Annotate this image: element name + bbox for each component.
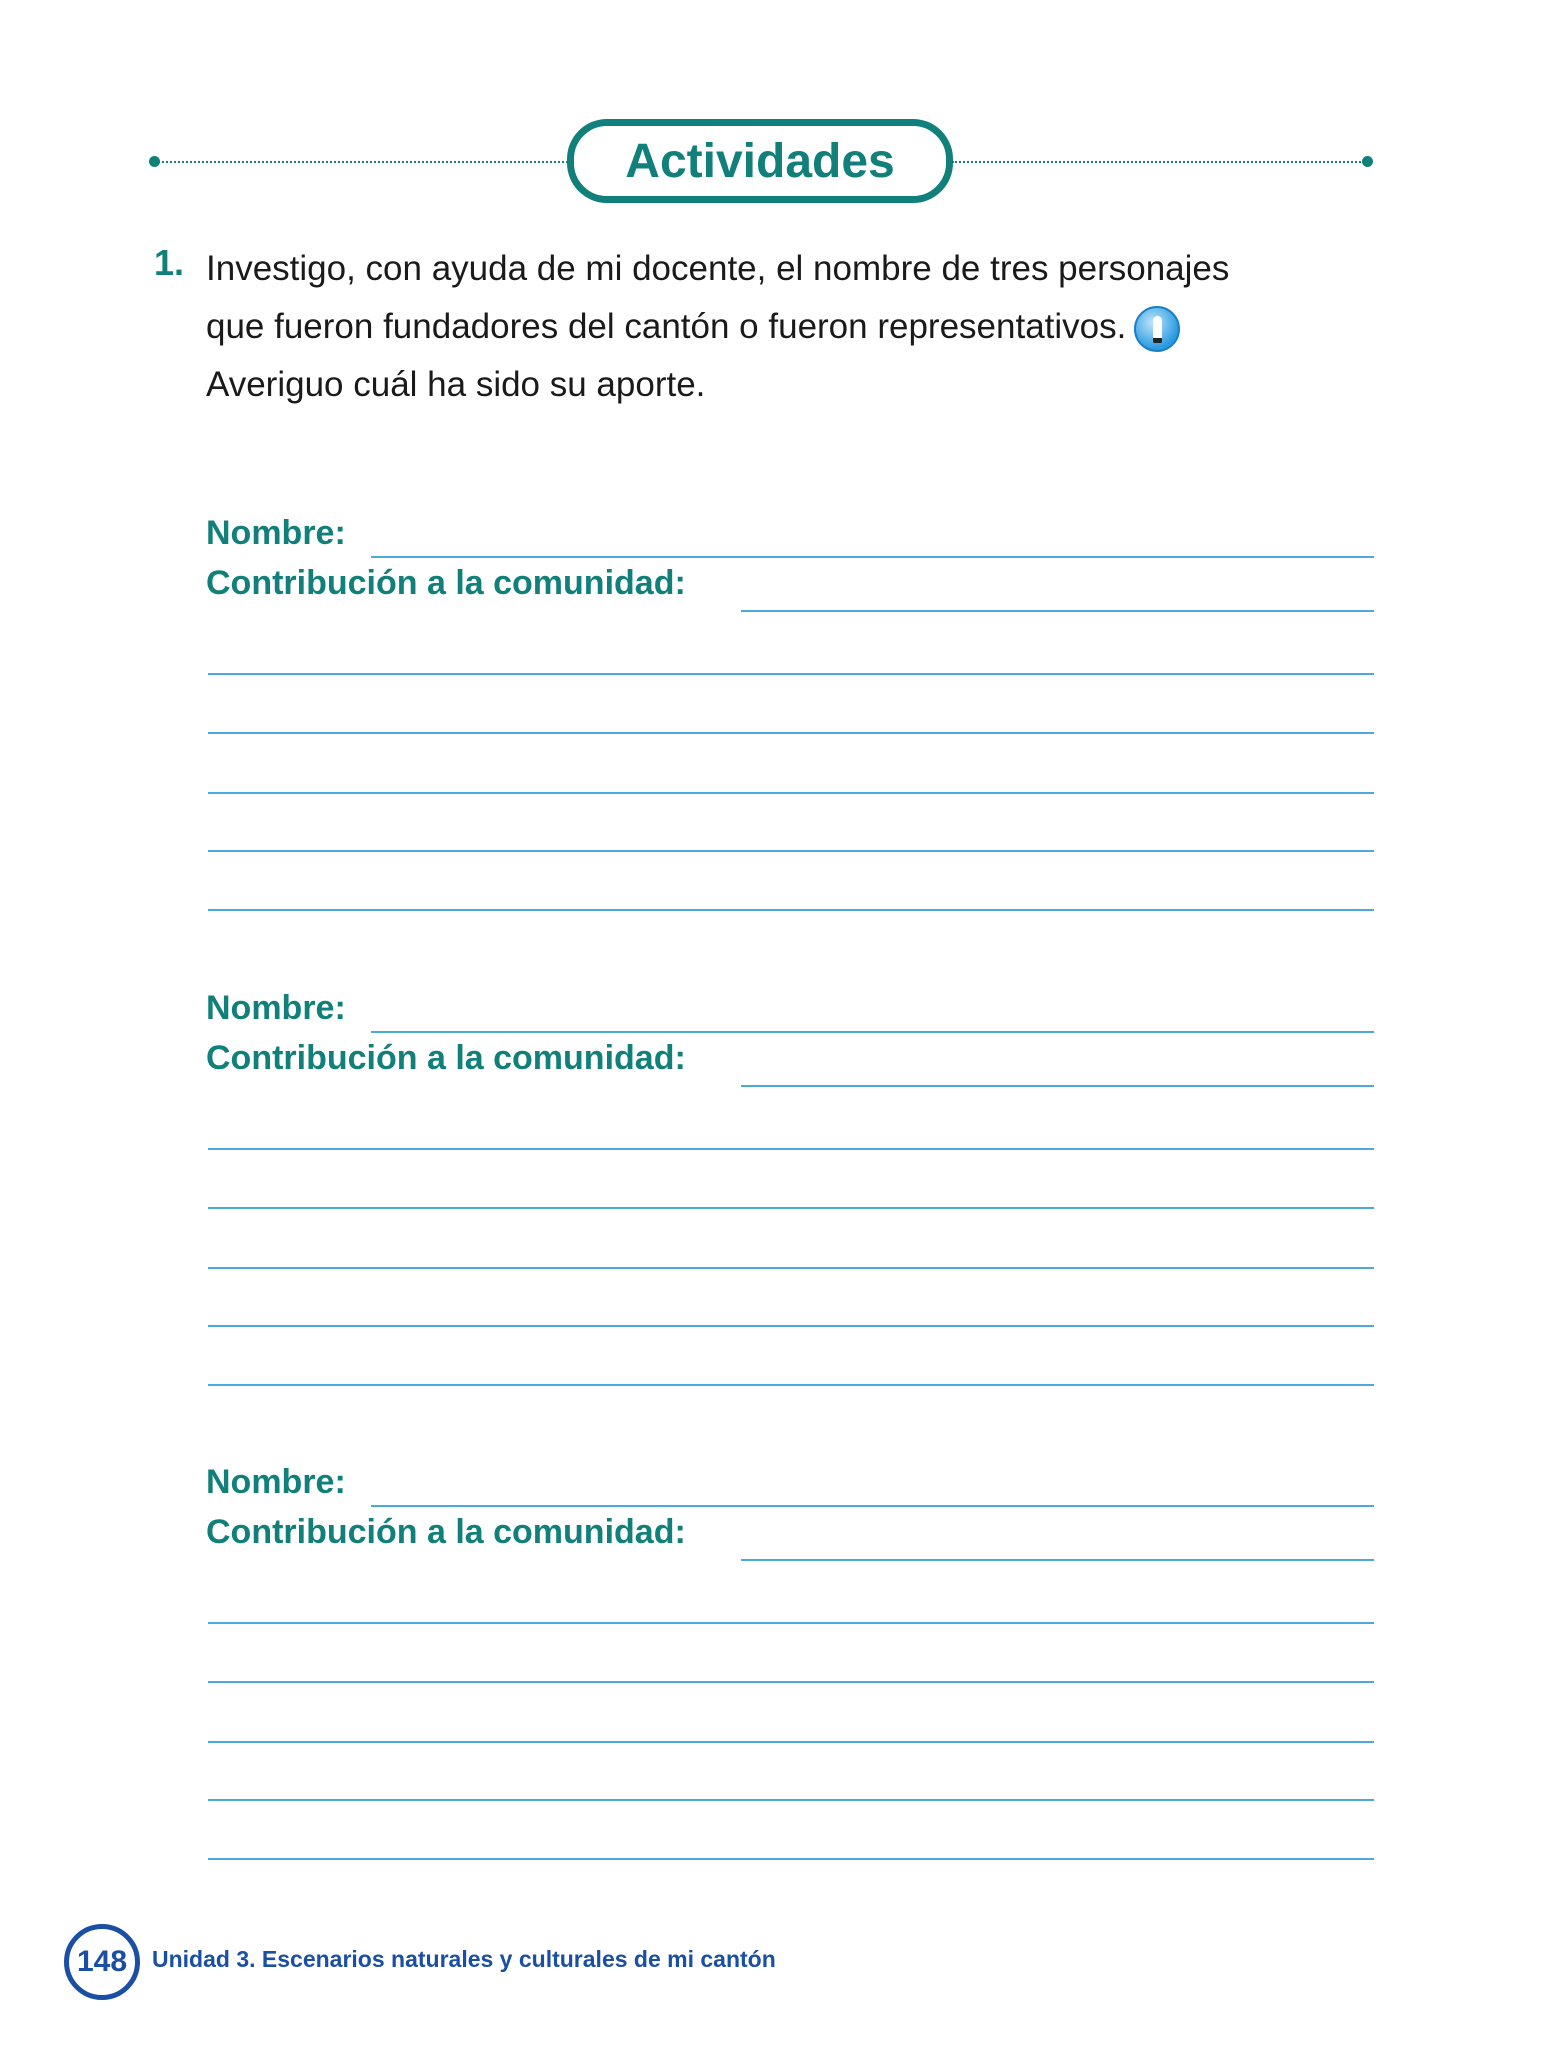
name-answer-line[interactable] bbox=[371, 556, 1374, 558]
name-label: Nombre: bbox=[206, 1463, 346, 1501]
writing-line[interactable] bbox=[208, 732, 1374, 734]
name-answer-line[interactable] bbox=[371, 1031, 1374, 1033]
writing-line[interactable] bbox=[208, 1799, 1374, 1801]
writing-line[interactable] bbox=[208, 909, 1374, 911]
question-line: Averiguo cuál ha sido su aporte. bbox=[206, 365, 706, 404]
unit-title: Unidad 3. Escenarios naturales y culturales de mi cantón bbox=[152, 1946, 776, 1972]
contribution-label: Contribución a la comunidad: bbox=[206, 1513, 686, 1551]
writing-line[interactable] bbox=[208, 1858, 1374, 1860]
contribution-label: Contribución a la comunidad: bbox=[206, 1039, 686, 1077]
question-line: que fueron fundadores del cantón o fueron representativos. bbox=[206, 307, 1127, 346]
question-line: Investigo, con ayuda de mi docente, el nombre de tres personajes bbox=[206, 249, 1230, 288]
person-entry bbox=[206, 514, 1374, 934]
dotted-divider-right bbox=[952, 161, 1364, 163]
contribution-label: Contribución a la comunidad: bbox=[206, 564, 686, 602]
writing-line[interactable] bbox=[208, 1384, 1374, 1386]
writing-line[interactable] bbox=[208, 1681, 1374, 1683]
page-number: 148 bbox=[76, 1945, 128, 1978]
name-answer-line[interactable] bbox=[371, 1505, 1374, 1507]
name-label: Nombre: bbox=[206, 989, 346, 1027]
section-title-pill bbox=[567, 119, 953, 203]
lightbulb-icon bbox=[1134, 306, 1180, 352]
page-number-badge bbox=[64, 1924, 140, 2000]
contribution-answer-line[interactable] bbox=[741, 1085, 1374, 1087]
dotted-divider-left bbox=[158, 161, 568, 163]
question-number: 1. bbox=[154, 242, 185, 283]
writing-line[interactable] bbox=[208, 1267, 1374, 1269]
writing-line[interactable] bbox=[208, 1207, 1374, 1209]
name-label: Nombre: bbox=[206, 514, 346, 552]
section-title: Actividades bbox=[625, 134, 895, 188]
writing-line[interactable] bbox=[208, 673, 1374, 675]
divider-dot-right bbox=[1362, 156, 1373, 167]
writing-line[interactable] bbox=[208, 1148, 1374, 1150]
question-text bbox=[206, 240, 1386, 414]
writing-line[interactable] bbox=[208, 850, 1374, 852]
writing-line[interactable] bbox=[208, 1741, 1374, 1743]
person-entry bbox=[206, 1463, 1374, 1883]
writing-line[interactable] bbox=[208, 1622, 1374, 1624]
writing-line[interactable] bbox=[208, 1325, 1374, 1327]
contribution-answer-line[interactable] bbox=[741, 610, 1374, 612]
person-entry bbox=[206, 989, 1374, 1409]
contribution-answer-line[interactable] bbox=[741, 1559, 1374, 1561]
writing-line[interactable] bbox=[208, 792, 1374, 794]
